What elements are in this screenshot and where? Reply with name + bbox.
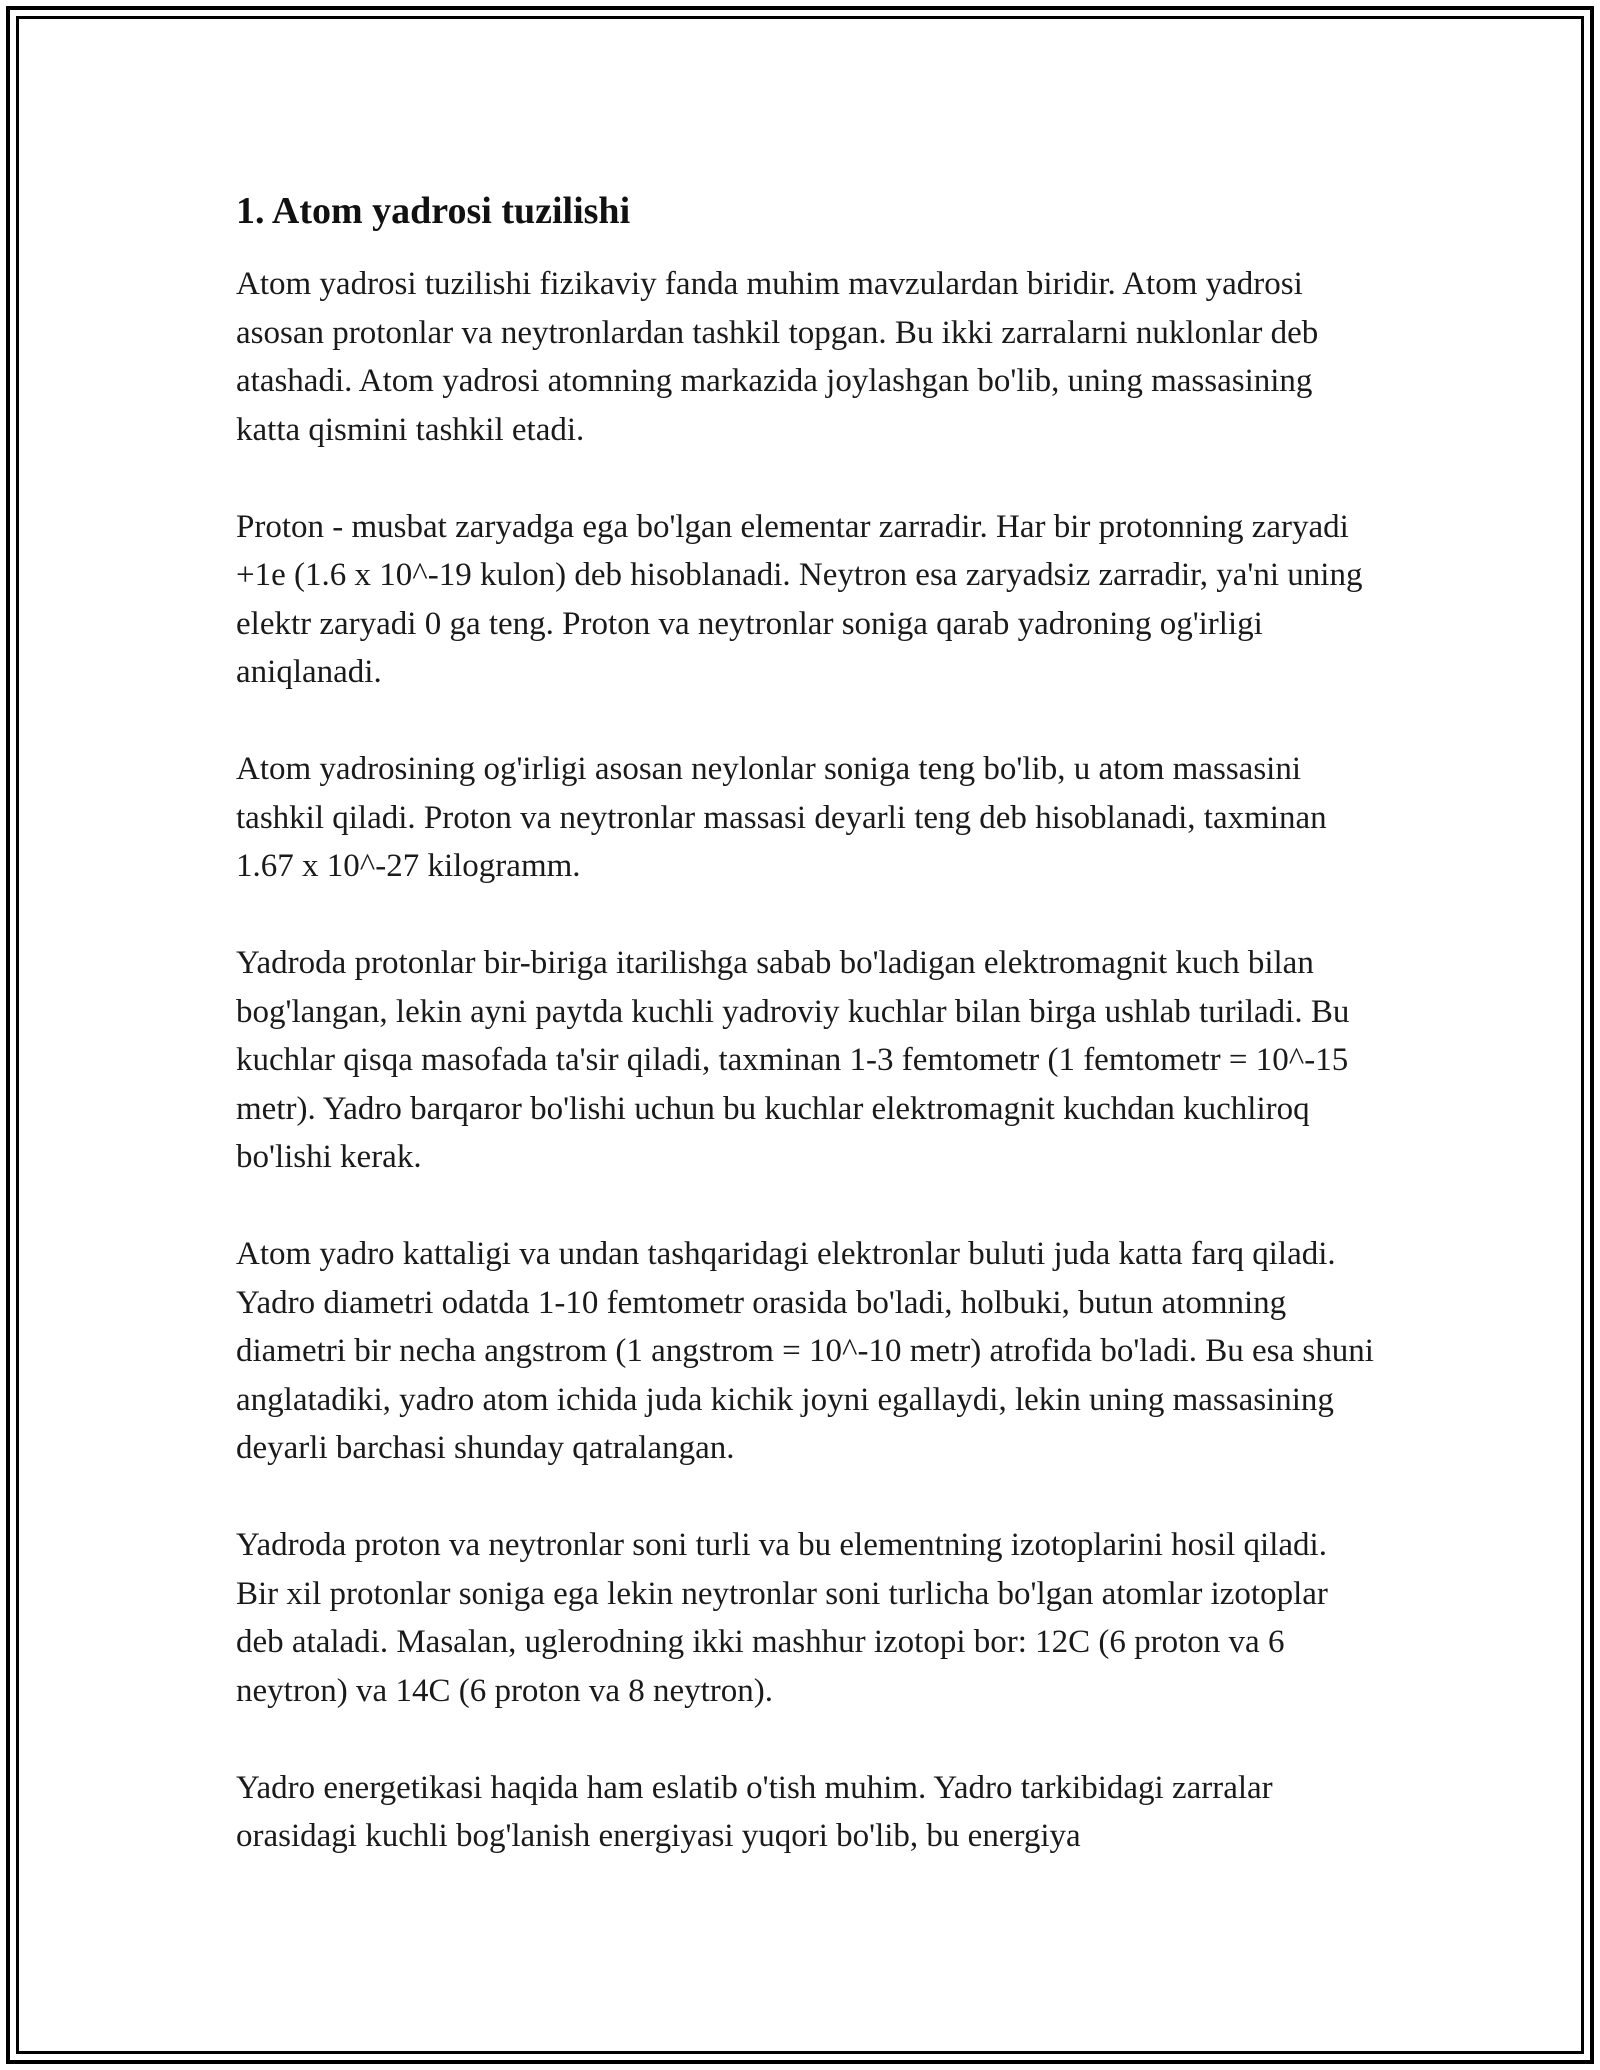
- paragraph-1: Atom yadrosi tuzilishi fizikaviy fanda muhim mavzulardan biridir. Atom yadrosi asosan protonlar va neytronlardan tashkil topgan. Bu ikki zarralarni nuklonlar deb atashadi. Atom yadrosi atomning markazida joylashgan bo'lib, uning massasining katta qismini tashkil etadi.: [236, 266, 1319, 448]
- paragraph-3: Atom yadrosining og'irligi asosan neylonlar soniga teng bo'lib, u atom massasini tashkil qiladi. Proton va neytronlar massasi deyarli teng deb hisoblanadi, taxminan 1.67 x 10^-27 kilogramm.: [236, 751, 1327, 884]
- paragraph-4: Yadroda protonlar bir-biriga itarilishga sabab bo'ladigan elektromagnit kuch bilan bog'langan, lekin ayni paytda kuchli yadroviy kuchlar bilan birga ushlab turiladi. Bu kuchlar qisqa masofada ta'sir qiladi, taxminan 1-3 femtometr (1 femtometr = 10^-15 metr). Yadro barqaror bo'lishi uchun bu kuchlar elektromagnit kuchdan kuchliroq bo'lishi kerak.: [236, 945, 1350, 1175]
- paragraph-7: Yadro energetikasi haqida ham eslatib o'tish muhim. Yadro tarkibidagi zarralar orasidagi kuchli bog'lanish energiyasi yuqori bo'lib, bu energiya: [236, 1769, 1273, 1854]
- paragraph-2: Proton - musbat zaryadga ega bo'lgan elementar zarradir. Har bir protonning zaryadi +1e (1.6 x 10^-19 kulon) deb hisoblanadi. Neytron esa zaryadsiz zarradir, ya'ni uning elektr zaryadi 0 ga teng. Proton va neytronlar soniga qarab yadroning og'irligi aniqlanadi.: [236, 508, 1363, 690]
- section-heading: 1. Atom yadrosi tuzilishi: [236, 190, 631, 232]
- paragraph-6: Yadroda proton va neytronlar soni turli va bu elementning izotoplarini hosil qiladi. Bir xil protonlar soniga ega lekin neytronlar soni turlicha bo'lgan atomlar izotoplar deb ataladi. Masalan, uglerodning ikki mashhur izotopi bor: 12C (6 proton va 6 neytron) va 14C (6 proton va 8 neytron).: [236, 1527, 1328, 1709]
- document-body: [236, 186, 1376, 1909]
- paragraph-5: Atom yadro kattaligi va undan tashqaridagi elektronlar buluti juda katta farq qiladi. Yadro diametri odatda 1-10 femtometr orasida bo'ladi, holbuki, butun atomning diametri bir necha angstrom (1 angstrom = 10^-10 metr) atrofida bo'ladi. Bu esa shuni anglatadiki, yadro atom ichida juda kichik joyni egallaydi, lekin uning massasining deyarli barchasi shunday qatralangan.: [236, 1236, 1374, 1466]
